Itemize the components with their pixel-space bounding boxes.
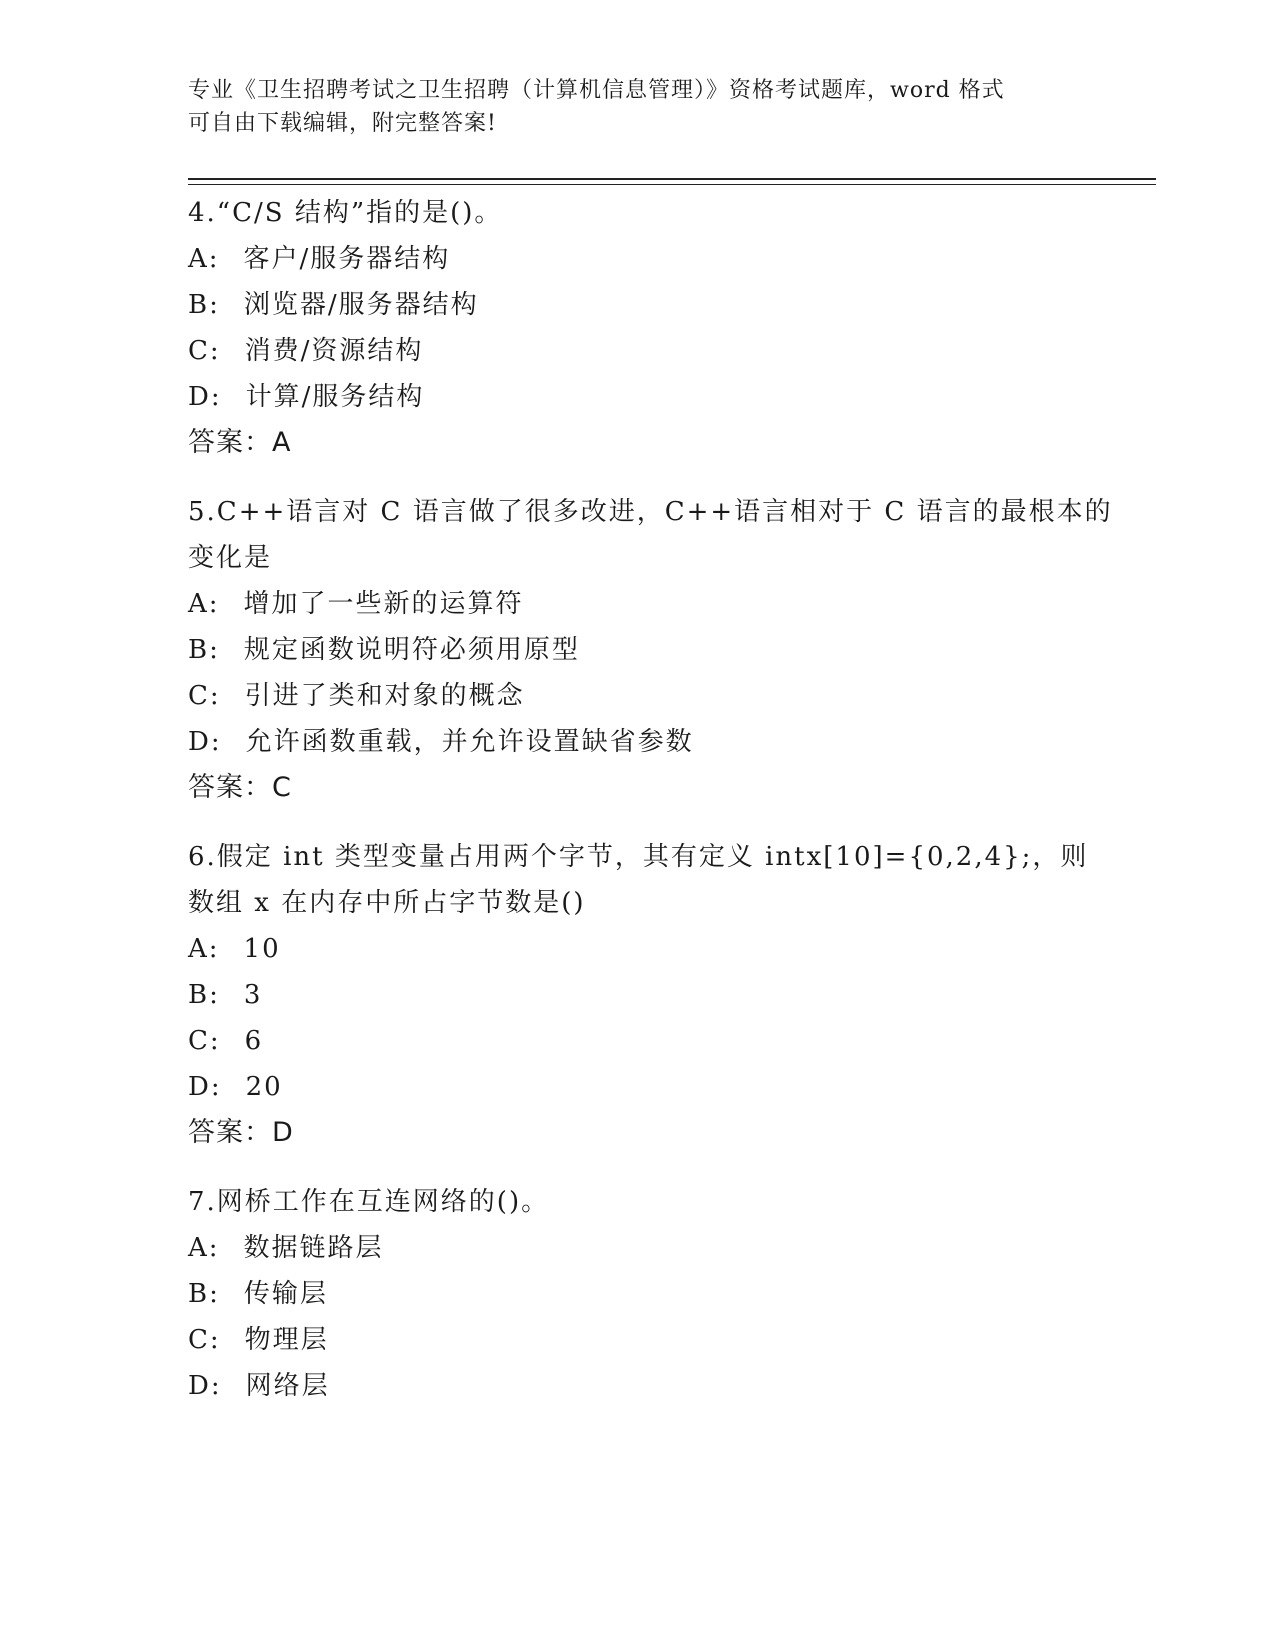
option-text: 6 <box>244 1026 264 1056</box>
option-text: 数据链路层 <box>243 1233 384 1263</box>
answer-option <box>188 1018 1088 1064</box>
option-letter: B: <box>188 1279 220 1309</box>
option-letter: D: <box>188 727 222 757</box>
question-text: 5.C++语言对 C 语言做了很多改进，C++语言相对于 C 语言的最根本的 <box>188 497 1113 527</box>
question-block <box>188 190 1088 466</box>
option-text: 传输层 <box>243 1279 328 1309</box>
header-divider-thin <box>188 184 1156 185</box>
answer-option <box>188 926 1088 972</box>
question-text: 4.“C/S 结构”指的是()。 <box>188 198 503 228</box>
question-text: 6.假定 int 类型变量占用两个字节，其有定义 intx[10]={0,2,4};，则 <box>188 842 1089 872</box>
question-text: 数组 x 在内存中所占字节数是() <box>188 888 586 918</box>
option-text: 物理层 <box>244 1325 329 1355</box>
option-text: 允许函数重载，并允许设置缺省参数 <box>245 727 694 757</box>
answer-option <box>188 374 1088 420</box>
option-text: 引进了类和对象的概念 <box>244 681 525 711</box>
option-text: 3 <box>243 980 263 1010</box>
option-text: 计算/服务结构 <box>245 382 425 412</box>
header-line-2: 可自由下载编辑，附完整答案! <box>188 111 497 136</box>
answer-key: 答案：A <box>188 427 292 458</box>
option-letter: C: <box>188 1026 221 1056</box>
answer-option <box>188 1064 1088 1110</box>
option-text: 10 <box>243 934 281 964</box>
option-letter: A: <box>188 1233 220 1263</box>
answer-option <box>188 328 1088 374</box>
answer-option <box>188 1317 1088 1363</box>
option-text: 网络层 <box>245 1371 330 1401</box>
option-text: 20 <box>245 1072 283 1102</box>
option-letter: A: <box>188 244 220 274</box>
option-letter: C: <box>188 1325 221 1355</box>
answer-key: 答案：D <box>188 1117 294 1148</box>
option-letter: D: <box>188 382 222 412</box>
question-block <box>188 489 1113 811</box>
answer-option <box>188 236 1088 282</box>
option-letter: B: <box>188 980 220 1010</box>
header-divider-thick <box>188 178 1156 180</box>
header-line-1: 专业《卫生招聘考试之卫生招聘（计算机信息管理）》资格考试题库，word 格式 <box>188 78 1005 103</box>
answer-option <box>188 1271 1088 1317</box>
question-text: 7.网桥工作在互连网络的()。 <box>188 1187 550 1217</box>
option-letter: A: <box>188 934 220 964</box>
document-header <box>188 74 1088 140</box>
answer-option <box>188 1363 1088 1409</box>
question-block <box>188 1179 1088 1409</box>
answer-option <box>188 673 1088 719</box>
option-letter: D: <box>188 1371 222 1401</box>
question-text: 变化是 <box>188 543 273 573</box>
option-letter: B: <box>188 635 220 665</box>
option-text: 客户/服务器结构 <box>243 244 451 274</box>
option-text: 规定函数说明符必须用原型 <box>243 635 580 665</box>
question-list <box>188 190 1113 1432</box>
option-letter: D: <box>188 1072 222 1102</box>
question-block <box>188 834 1088 1156</box>
answer-option <box>188 581 1088 627</box>
option-letter: B: <box>188 290 220 320</box>
answer-option <box>188 719 1088 765</box>
option-text: 增加了一些新的运算符 <box>243 589 524 619</box>
option-letter: C: <box>188 336 221 366</box>
option-letter: C: <box>188 681 221 711</box>
answer-option <box>188 282 1088 328</box>
answer-option <box>188 1225 1088 1271</box>
answer-option <box>188 972 1088 1018</box>
option-letter: A: <box>188 589 220 619</box>
answer-key: 答案：C <box>188 772 292 803</box>
option-text: 浏览器/服务器结构 <box>243 290 479 320</box>
option-text: 消费/资源结构 <box>244 336 424 366</box>
answer-option <box>188 627 1088 673</box>
